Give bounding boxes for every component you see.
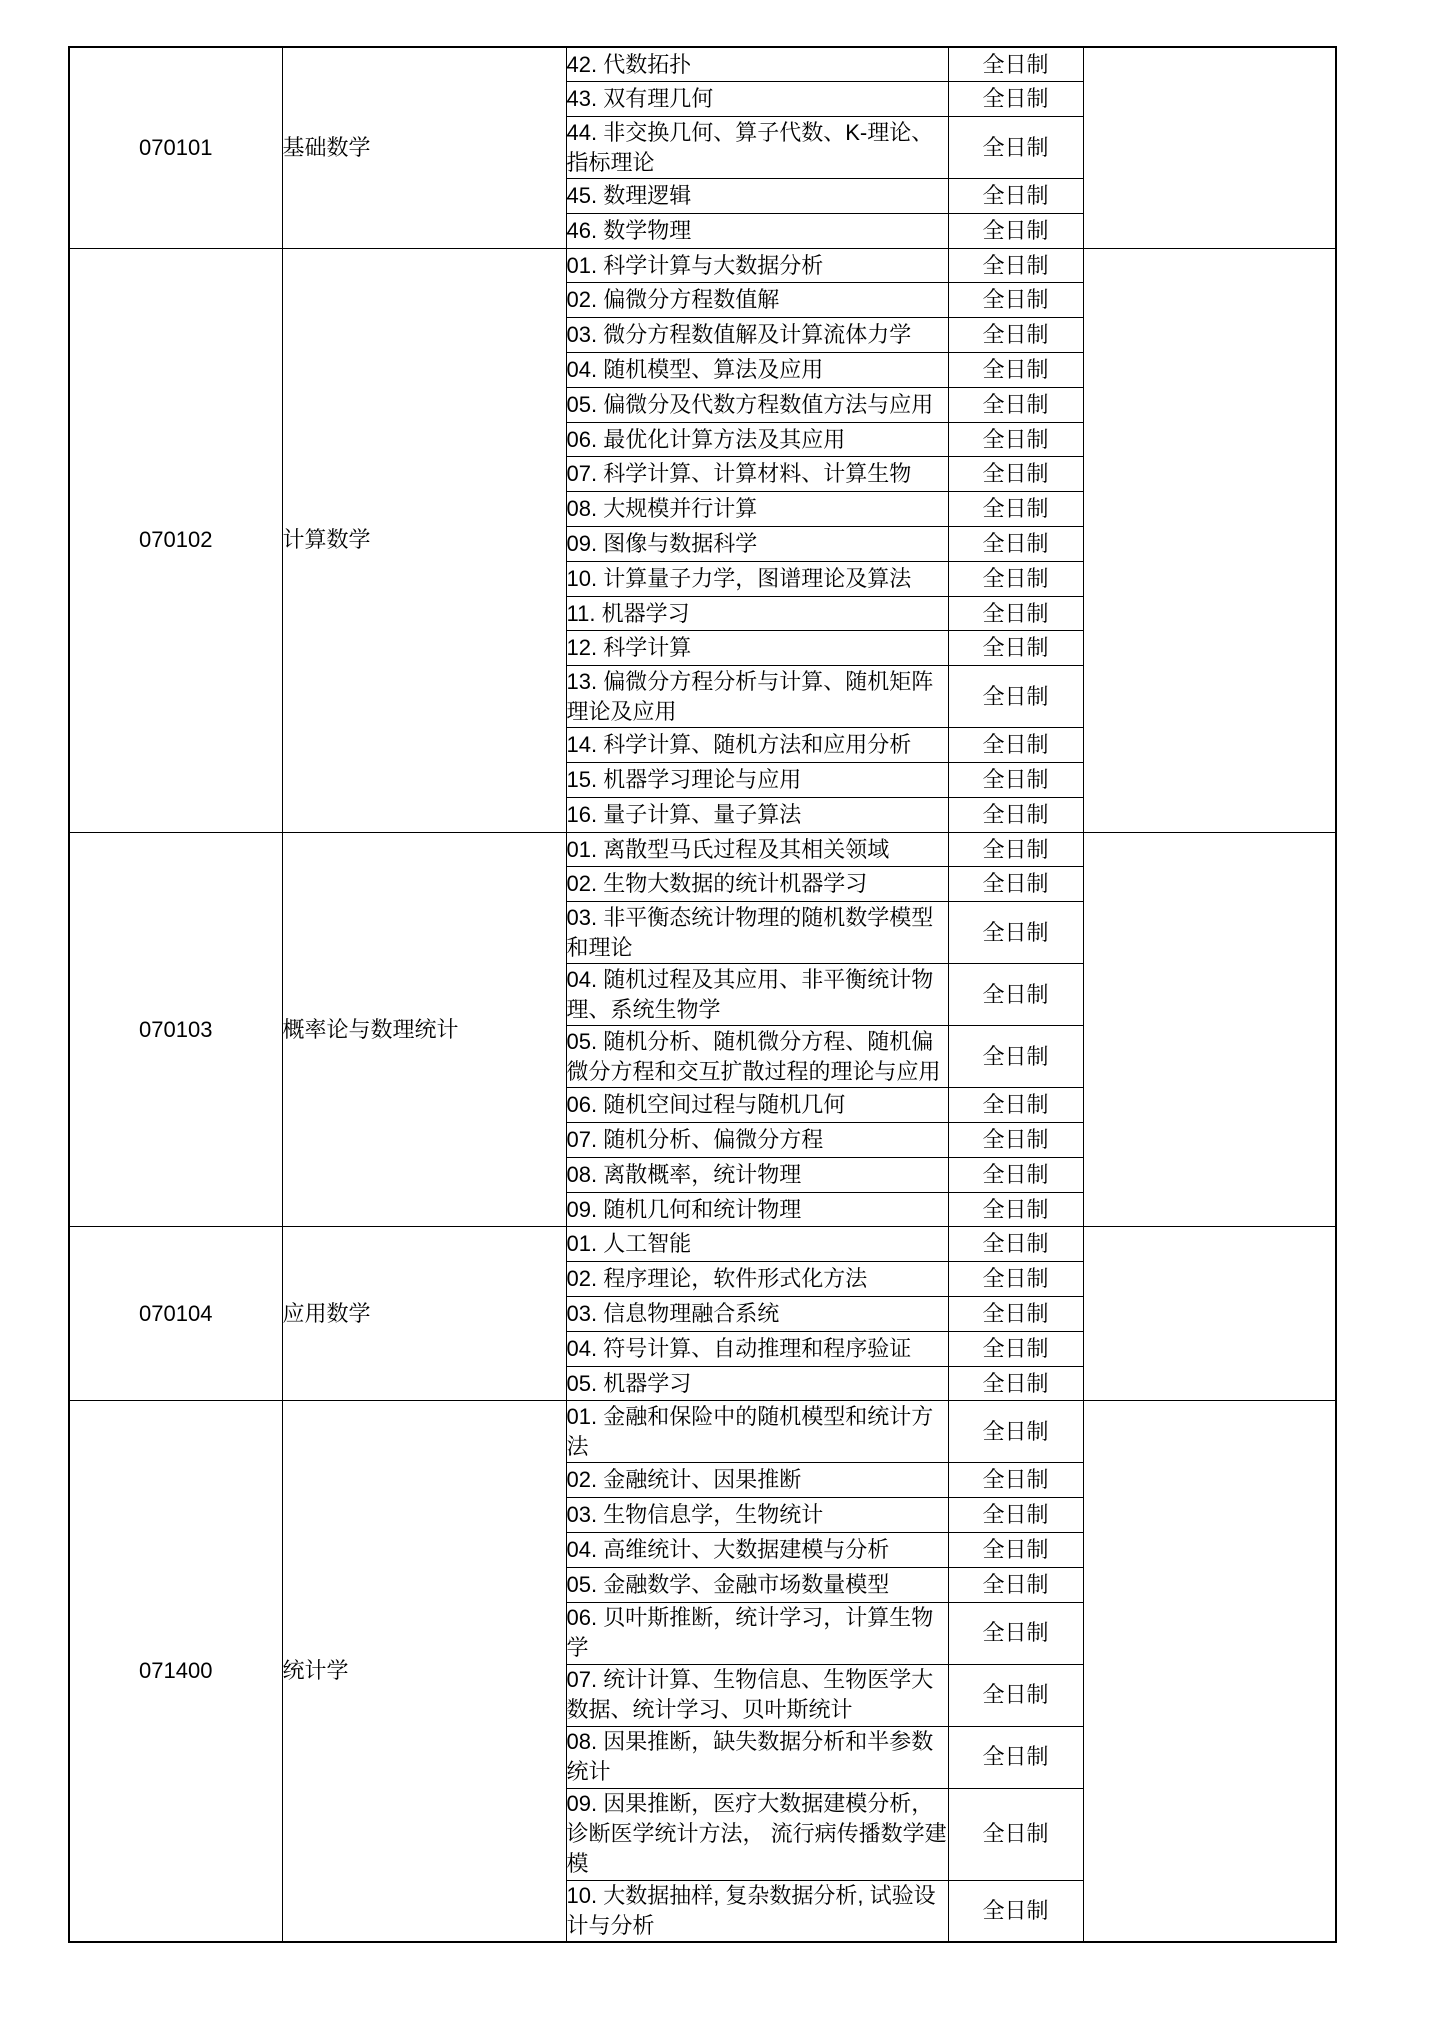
research-direction-cell: 08. 因果推断，缺失数据分析和半参数统计 — [566, 1726, 948, 1788]
research-direction-cell: 12. 科学计算 — [566, 631, 948, 666]
discipline-code-cell: 071400 — [69, 1401, 282, 1942]
study-mode-cell: 全日制 — [948, 1463, 1083, 1498]
research-direction-cell: 02. 生物大数据的统计机器学习 — [566, 867, 948, 902]
research-direction-cell: 01. 科学计算与大数据分析 — [566, 248, 948, 283]
study-mode-cell: 全日制 — [948, 666, 1083, 728]
research-direction-cell: 10. 大数据抽样, 复杂数据分析, 试验设计与分析 — [566, 1880, 948, 1942]
table-row — [69, 832, 1336, 867]
study-mode-cell: 全日制 — [948, 1498, 1083, 1533]
discipline-name-cell: 统计学 — [282, 1401, 566, 1942]
research-direction-cell: 09. 图像与数据科学 — [566, 527, 948, 562]
study-mode-cell: 全日制 — [948, 867, 1083, 902]
study-mode-cell: 全日制 — [948, 596, 1083, 631]
study-mode-cell: 全日制 — [948, 387, 1083, 422]
research-direction-cell: 13. 偏微分方程分析与计算、随机矩阵理论及应用 — [566, 666, 948, 728]
research-direction-cell: 09. 因果推断，医疗大数据建模分析，诊断医学统计方法， 流行病传播数学建模 — [566, 1788, 948, 1880]
discipline-code-cell: 070104 — [69, 1227, 282, 1401]
discipline-code-cell: 070103 — [69, 832, 282, 1227]
discipline-name-cell: 概率论与数理统计 — [282, 832, 566, 1227]
research-direction-cell: 02. 金融统计、因果推断 — [566, 1463, 948, 1498]
research-direction-cell: 08. 离散概率，统计物理 — [566, 1157, 948, 1192]
research-direction-cell: 04. 高维统计、大数据建模与分析 — [566, 1533, 948, 1568]
table-row — [69, 248, 1336, 283]
program-table — [68, 46, 1337, 1943]
study-mode-cell: 全日制 — [948, 492, 1083, 527]
study-mode-cell: 全日制 — [948, 1602, 1083, 1664]
study-mode-cell: 全日制 — [948, 1192, 1083, 1227]
remarks-cell — [1083, 1227, 1336, 1401]
discipline-name-cell: 应用数学 — [282, 1227, 566, 1401]
study-mode-cell: 全日制 — [948, 47, 1083, 82]
research-direction-cell: 03. 生物信息学，生物统计 — [566, 1498, 948, 1533]
study-mode-cell: 全日制 — [948, 763, 1083, 798]
research-direction-cell: 44. 非交换几何、算子代数、K-理论、指标理论 — [566, 117, 948, 179]
study-mode-cell: 全日制 — [948, 283, 1083, 318]
research-direction-cell: 06. 最优化计算方法及其应用 — [566, 422, 948, 457]
research-direction-cell: 11. 机器学习 — [566, 596, 948, 631]
study-mode-cell: 全日制 — [948, 1157, 1083, 1192]
research-direction-cell: 04. 随机模型、算法及应用 — [566, 353, 948, 388]
study-mode-cell: 全日制 — [948, 1533, 1083, 1568]
research-direction-cell: 02. 偏微分方程数值解 — [566, 283, 948, 318]
research-direction-cell: 06. 贝叶斯推断，统计学习，计算生物学 — [566, 1602, 948, 1664]
study-mode-cell: 全日制 — [948, 1880, 1083, 1942]
study-mode-cell: 全日制 — [948, 797, 1083, 832]
study-mode-cell: 全日制 — [948, 527, 1083, 562]
research-direction-cell: 01. 人工智能 — [566, 1227, 948, 1262]
research-direction-cell: 04. 符号计算、自动推理和程序验证 — [566, 1331, 948, 1366]
research-direction-cell: 05. 金融数学、金融市场数量模型 — [566, 1567, 948, 1602]
study-mode-cell: 全日制 — [948, 422, 1083, 457]
study-mode-cell: 全日制 — [948, 1297, 1083, 1332]
study-mode-cell: 全日制 — [948, 964, 1083, 1026]
research-direction-cell: 16. 量子计算、量子算法 — [566, 797, 948, 832]
research-direction-cell: 06. 随机空间过程与随机几何 — [566, 1088, 948, 1123]
study-mode-cell: 全日制 — [948, 457, 1083, 492]
study-mode-cell: 全日制 — [948, 1366, 1083, 1401]
study-mode-cell: 全日制 — [948, 1788, 1083, 1880]
remarks-cell — [1083, 832, 1336, 1227]
study-mode-cell: 全日制 — [948, 1227, 1083, 1262]
research-direction-cell: 14. 科学计算、随机方法和应用分析 — [566, 728, 948, 763]
discipline-name-cell: 基础数学 — [282, 47, 566, 248]
study-mode-cell: 全日制 — [948, 318, 1083, 353]
research-direction-cell: 42. 代数拓扑 — [566, 47, 948, 82]
study-mode-cell: 全日制 — [948, 561, 1083, 596]
table-row — [69, 1227, 1336, 1262]
research-direction-cell: 03. 信息物理融合系统 — [566, 1297, 948, 1332]
study-mode-cell: 全日制 — [948, 1664, 1083, 1726]
research-direction-cell: 03. 非平衡态统计物理的随机数学模型和理论 — [566, 902, 948, 964]
research-direction-cell: 09. 随机几何和统计物理 — [566, 1192, 948, 1227]
research-direction-cell: 46. 数学物理 — [566, 213, 948, 248]
table-row — [69, 1401, 1336, 1463]
research-direction-cell: 07. 随机分析、偏微分方程 — [566, 1123, 948, 1158]
table-body — [69, 47, 1336, 1942]
table-row — [69, 47, 1336, 82]
study-mode-cell: 全日制 — [948, 1726, 1083, 1788]
research-direction-cell: 05. 偏微分及代数方程数值方法与应用 — [566, 387, 948, 422]
study-mode-cell: 全日制 — [948, 1026, 1083, 1088]
study-mode-cell: 全日制 — [948, 631, 1083, 666]
research-direction-cell: 05. 随机分析、随机微分方程、随机偏微分方程和交互扩散过程的理论与应用 — [566, 1026, 948, 1088]
discipline-code-cell: 070101 — [69, 47, 282, 248]
study-mode-cell: 全日制 — [948, 248, 1083, 283]
research-direction-cell: 03. 微分方程数值解及计算流体力学 — [566, 318, 948, 353]
study-mode-cell: 全日制 — [948, 728, 1083, 763]
study-mode-cell: 全日制 — [948, 213, 1083, 248]
research-direction-cell: 10. 计算量子力学，图谱理论及算法 — [566, 561, 948, 596]
study-mode-cell: 全日制 — [948, 1401, 1083, 1463]
discipline-name-cell: 计算数学 — [282, 248, 566, 832]
study-mode-cell: 全日制 — [948, 1123, 1083, 1158]
research-direction-cell: 04. 随机过程及其应用、非平衡统计物理、系统生物学 — [566, 964, 948, 1026]
research-direction-cell: 15. 机器学习理论与应用 — [566, 763, 948, 798]
study-mode-cell: 全日制 — [948, 117, 1083, 179]
research-direction-cell: 01. 金融和保险中的随机模型和统计方法 — [566, 1401, 948, 1463]
study-mode-cell: 全日制 — [948, 902, 1083, 964]
study-mode-cell: 全日制 — [948, 82, 1083, 117]
study-mode-cell: 全日制 — [948, 1331, 1083, 1366]
study-mode-cell: 全日制 — [948, 832, 1083, 867]
remarks-cell — [1083, 1401, 1336, 1942]
remarks-cell — [1083, 248, 1336, 832]
research-direction-cell: 07. 科学计算、计算材料、计算生物 — [566, 457, 948, 492]
study-mode-cell: 全日制 — [948, 1567, 1083, 1602]
study-mode-cell: 全日制 — [948, 179, 1083, 214]
study-mode-cell: 全日制 — [948, 1262, 1083, 1297]
research-direction-cell: 01. 离散型马氏过程及其相关领域 — [566, 832, 948, 867]
study-mode-cell: 全日制 — [948, 353, 1083, 388]
research-direction-cell: 07. 统计计算、生物信息、生物医学大数据、统计学习、贝叶斯统计 — [566, 1664, 948, 1726]
study-mode-cell: 全日制 — [948, 1088, 1083, 1123]
research-direction-cell: 43. 双有理几何 — [566, 82, 948, 117]
remarks-cell — [1083, 47, 1336, 248]
research-direction-cell: 45. 数理逻辑 — [566, 179, 948, 214]
research-direction-cell: 08. 大规模并行计算 — [566, 492, 948, 527]
research-direction-cell: 05. 机器学习 — [566, 1366, 948, 1401]
research-direction-cell: 02. 程序理论，软件形式化方法 — [566, 1262, 948, 1297]
discipline-code-cell: 070102 — [69, 248, 282, 832]
